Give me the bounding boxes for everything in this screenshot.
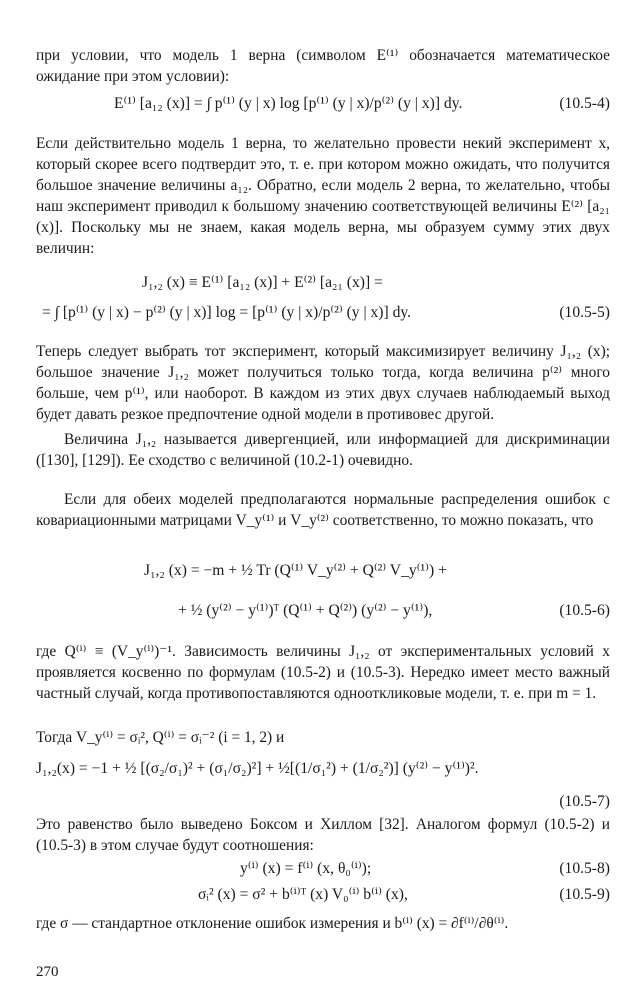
paragraph-divergence: Величина J₁,₂ называется дивергенцией, или информацией для дискриминации ([130], [129]). Ее сходство с величиной (10.2-1) очевидно. (36, 431, 610, 469)
paragraph-experiment: Если действительно модель 1 верна, то желательно провести некий эксперимент x, который скорее всего подтвердит это, т. е. при котором можно ожидать, что получится большое значение величины a₁₂. Обратно, если модель 2 верна, то желательно, чтобы наш эксперимент приводил к большому значению соответствующей величины E⁽²⁾ [a₂₁ (x)]. Поскольку мы не знаем, какая модель верна, мы образуем сумму этих двух величин: (36, 135, 610, 257)
equation-number: (10.5-5) (559, 304, 610, 321)
paragraph-single-response: Тогда V_y⁽ⁱ⁾ = σᵢ², Q⁽ⁱ⁾ = σᵢ⁻² (i = 1, 2) и (36, 729, 285, 746)
equation-formula: E⁽¹⁾ [a₁₂ (x)] = ∫ p⁽¹⁾ (y | x) log [p⁽¹⁾ (y | x)/p⁽²⁾ (y | x)] dy. (114, 95, 463, 112)
equation-formula: = ∫ [p⁽¹⁾ (y | x) − p⁽²⁾ (y | x)] log = [p⁽¹⁾ (y | x)/p⁽²⁾ (y | x)] dy. (42, 304, 412, 321)
equation-formula: J₁,₂(x) = −1 + ½ [(σ₂/σ₁)² + (σ₁/σ₂)²] + ½[(1/σ₁²) + (1/σ₂²)] (y⁽²⁾ − y⁽¹⁾)². (36, 760, 479, 777)
equation-number: (10.5-8) (559, 860, 610, 877)
paragraph-choose-experiment: Теперь следует выбрать тот эксперимент, который максимизирует величину J₁,₂ (x); большое значение J₁,₂ может получиться только тогда, когда величина p⁽²⁾ много больше, чем p⁽¹⁾, или наоборот. В каждом из этих двух случаев наблюдаемый выход будет давать резкое предпочтение одной модели в противовес другой. (36, 343, 610, 423)
equation-number: (10.5-9) (559, 886, 610, 903)
equation-j12-definition (36, 270, 610, 296)
equation-formula: J₁,₂ (x) = −m + ½ Tr (Q⁽¹⁾ V_y⁽²⁾ + Q⁽²⁾ V_y⁽¹⁾) + (144, 562, 447, 579)
equation-number: (10.5-7) (559, 793, 610, 810)
paragraph-box-hill: Это равенство было выведено Боксом и Хиллом [32]. Аналогом формул (10.5-2) и (10.5-3) в этом случае будут соотношения: (36, 816, 610, 854)
equation-formula: y⁽ⁱ⁾ (x) = f⁽ⁱ⁾ (x, θ₀⁽ⁱ⁾); (240, 860, 372, 877)
paragraph-normal-errors: Если для обеих моделей предполагаются нормальные распределения ошибок с ковариационными матрицами V_y⁽¹⁾ и V_y⁽²⁾ соответственно, то можно показать, что (36, 491, 610, 529)
paragraph-q-definition: где Q⁽ⁱ⁾ ≡ (V_y⁽ⁱ⁾)⁻¹. Зависимость величины J₁,₂ от экспериментальных условий x проявляется косвенно по формулам (10.5-2) и (10.5-3). Нередко имеет место важный частный случай, когда противопоставляются однооткликовые модели, т. е. при m = 1. (36, 643, 610, 702)
equation-number: (10.5-4) (559, 95, 610, 112)
equation-formula: + ½ (y⁽²⁾ − y⁽¹⁾)ᵀ (Q⁽¹⁾ + Q⁽²⁾) (y⁽²⁾ − y⁽¹⁾), (178, 602, 433, 619)
equation-10-5-5 (36, 300, 610, 326)
equation-number: (10.5-6) (559, 602, 610, 619)
equation-10-5-9 (36, 882, 610, 908)
paragraph-intro: при условии, что модель 1 верна (символом E⁽¹⁾ обозначается математическое ожидание при этом условии): (36, 47, 610, 85)
equation-10-5-6-line1 (36, 558, 610, 584)
equation-10-5-6 (36, 598, 610, 624)
paragraph-sigma-definition: где σ — стандартное отклонение ошибок измерения и b⁽ⁱ⁾ (x) = ∂f⁽ⁱ⁾/∂θ⁽ⁱ⁾. (36, 915, 509, 932)
equation-10-5-4 (36, 91, 610, 117)
equation-formula: σᵢ² (x) = σ² + b⁽ⁱ⁾ᵀ (x) V₀⁽ⁱ⁾ b⁽ⁱ⁾ (x), (198, 886, 408, 903)
equation-10-5-8 (36, 856, 610, 882)
equation-10-5-7 (36, 756, 610, 782)
equation-formula: J₁,₂ (x) ≡ E⁽¹⁾ [a₁₂ (x)] + E⁽²⁾ [a₂₁ (x)] = (142, 274, 383, 291)
page-number: 270 (36, 964, 59, 980)
